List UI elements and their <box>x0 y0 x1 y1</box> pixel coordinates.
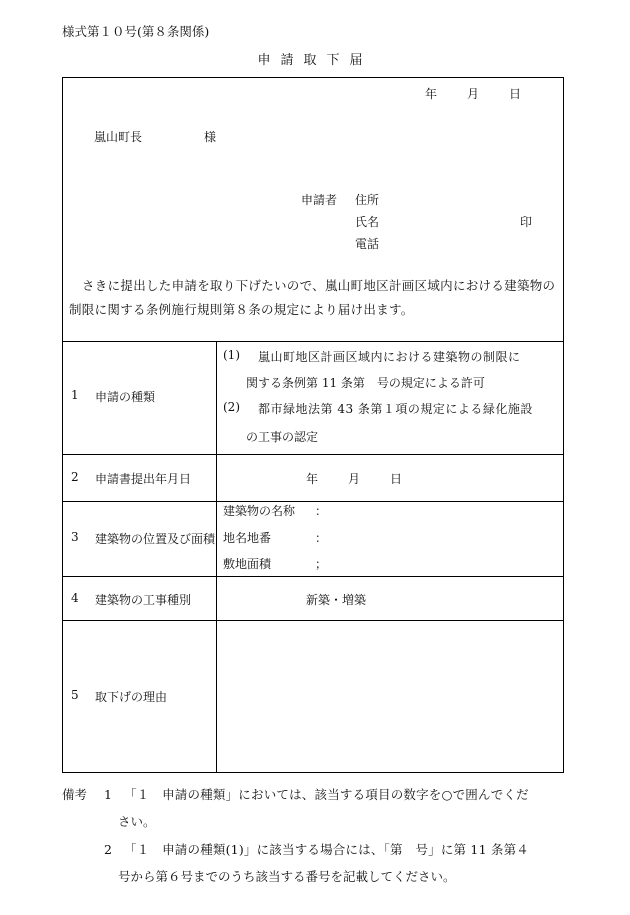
note-text: 「１ 申請の種類(1)」に該当する場合には、「第 号」に第 11 条第４ <box>124 842 530 857</box>
date-year: 年 <box>425 87 438 101</box>
row-divider-2 <box>63 501 563 502</box>
row-divider-1 <box>63 454 563 455</box>
row-label-application-type: 申請の種類 <box>95 390 156 404</box>
table-top-line <box>63 341 563 342</box>
addressee-name: 嵐山町長 <box>94 130 143 144</box>
note-number: 1 <box>104 787 112 802</box>
option-text: 嵐山町地区計画区域内における建築物の制限に <box>258 350 521 364</box>
document-title: 申請取下届 <box>257 53 373 68</box>
submission-year: 年 <box>306 472 319 486</box>
row-number: 2 <box>71 470 79 484</box>
submission-day: 日 <box>390 472 403 486</box>
note-text: 号から第６号までのうち該当する番号を記載してください。 <box>118 869 456 884</box>
submission-month: 月 <box>348 472 361 486</box>
applicant-phone-label: 電話 <box>355 237 380 251</box>
date-day: 日 <box>509 87 522 101</box>
form-number: 様式第１０号(第８条関係) <box>62 24 210 39</box>
withdrawal-reason-field[interactable] <box>217 621 563 772</box>
option-number: (1) <box>223 348 240 362</box>
site-area-label: 敷地面積 <box>223 557 272 571</box>
seal-mark: 印 <box>520 215 533 229</box>
applicant-label: 申請者 <box>301 193 338 207</box>
row-label-location-area: 建築物の位置及び面積 <box>95 532 216 546</box>
option-text: の工事の認定 <box>246 430 319 444</box>
applicant-address-label: 住所 <box>355 193 380 207</box>
option-text: 関する条例第 11 条第 号の規定による許可 <box>246 376 485 390</box>
lot-number-label: 地名地番 <box>223 531 272 545</box>
field-colon: ； <box>315 557 328 571</box>
form-frame <box>62 77 564 773</box>
field-colon: ： <box>315 504 328 518</box>
note-text: さい。 <box>118 814 156 829</box>
row-number: 1 <box>71 388 79 402</box>
row-divider-3 <box>63 576 563 577</box>
construction-type-value: 新築・増築 <box>306 593 367 607</box>
field-colon: ： <box>315 531 328 545</box>
row-label-construction-type: 建築物の工事種別 <box>95 593 192 607</box>
note-text: 「１ 申請の種類」においては、該当する項目の数字を○で囲んでくだ <box>124 787 529 802</box>
date-month: 月 <box>467 87 480 101</box>
option-number: (2) <box>223 400 240 414</box>
statement-text: さきに提出した申請を取り下げたいので、嵐山町地区計画区域内における建築物の制限に関する条例施行規則第８条の規定により届け出ます。 <box>69 278 556 317</box>
applicant-name-label: 氏名 <box>355 215 380 229</box>
notes-label: 備考 <box>62 787 88 802</box>
row-number: 3 <box>71 530 79 544</box>
note-number: 2 <box>104 842 112 857</box>
building-name-label: 建築物の名称 <box>223 504 296 518</box>
addressee-honorific: 様 <box>204 130 217 144</box>
row-label-withdrawal-reason: 取下げの理由 <box>95 690 168 704</box>
row-label-submission-date: 申請書提出年月日 <box>95 472 192 486</box>
row-number: 5 <box>71 688 79 702</box>
row-number: 4 <box>71 591 79 605</box>
option-text: 都市緑地法第 43 条第１項の規定による緑化施設 <box>258 402 533 416</box>
